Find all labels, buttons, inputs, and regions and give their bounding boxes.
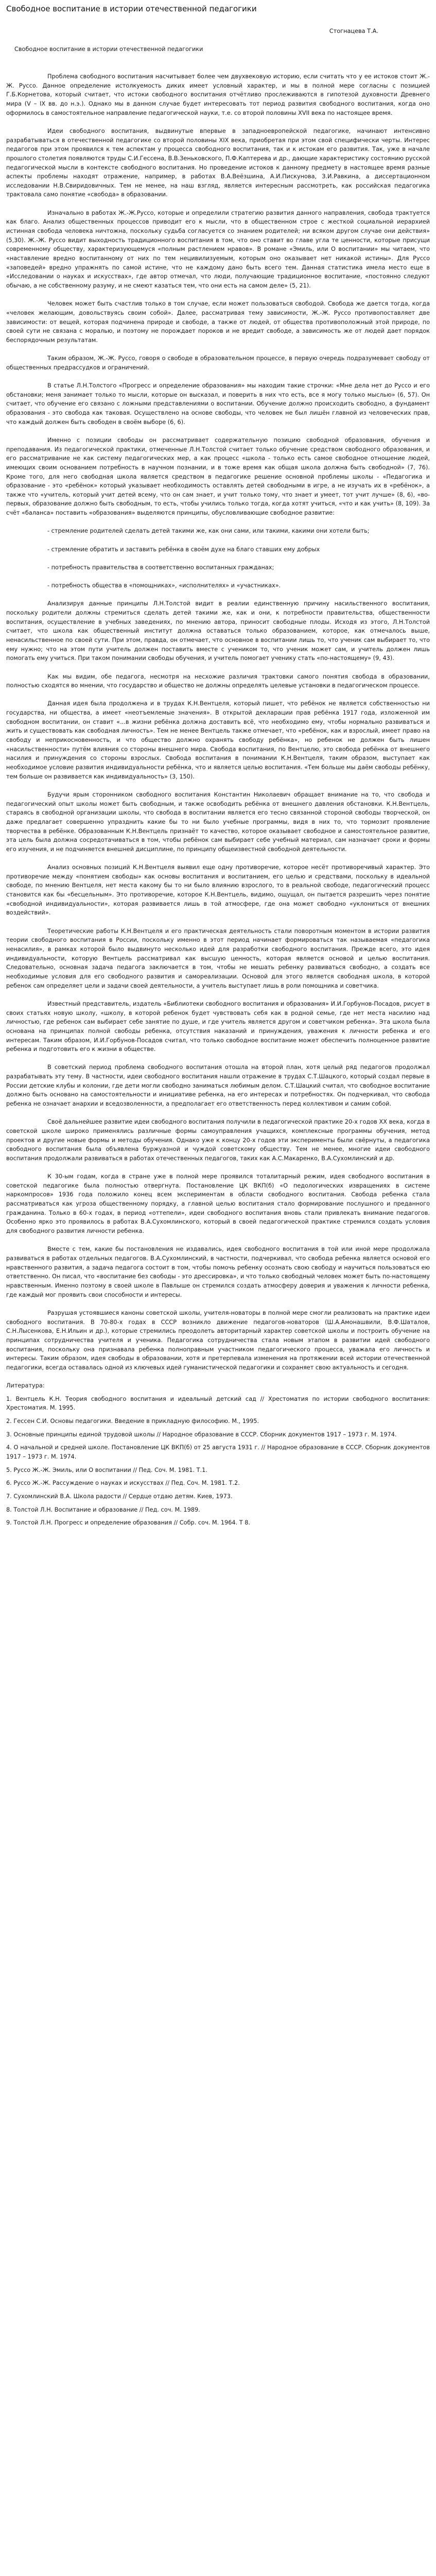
body-paragraph: - потребность правительства в соответственно воспитанных гражданах; — [47, 564, 274, 571]
reference-item: 2. Гессен С.И. Основы педагогики. Введение в прикладную философию. М., 1995. — [6, 1418, 259, 1425]
body-paragraph: Таким образом, Ж.-Ж. Руссо, говоря о свободе в образовательном процессе, в первую очередь подразумевает свободу от общественных предрассудков и ограничений. — [6, 355, 430, 371]
body-paragraph: - потребность общества в «помощниках», «исполнителях» и «участниках». — [47, 582, 281, 589]
reference-item: 8. Толстой Л.Н. Воспитание и образование // Пед. соч. М. 1989. — [6, 1506, 200, 1513]
body-paragraph: Будучи ярым сторонником свободного воспитания Константин Николаевич обращает внимание на то, что свобода и педагогический опыт школы может быть свободным, и также освободить ребёнка от внешнего давления обстановки. К.Н.Вентцель, стараясь в свободной организации школы, что свобода в воспитании является его тесно связанной стороной свободы творческой, он даже предлагает совершенно упразднить какие бы то ни было учебные программы, видя в них то, что тормозит проявление творчества в ребёнке. Образованным К.Н.Вентцель признаёт то качество, которое оказывает свободное и самостоятельное развитие, эта цель была должна сосредотачиваться в том, чтобы ребёнок сам выбирает себе учебный материал, сам назначает сроки и формы его изучения, и не подчиняется внешней дисциплине, по принципу общеизвестной свободной деятельности. — [6, 791, 430, 853]
body-paragraph: Вместе с тем, какие бы постановления не издавались, идея свободного воспитания в той или иной мере продолжала развиваться в работах отдельных педагогов. В.А.Сухомлинский, в частности, подчеркивал, что свобода ребенка является основой его нравственного развития, а задача педагога состоит в том, чтобы помочь ребенку осознать свою свободу и научиться пользоваться ею ответственно. Он писал, что «воспитание без свободы - это дрессировка», и что только свободный человек может быть по-настоящему нравственным. Именно поэтому в своей школе в Павлыше он стремился создать атмосферу доверия и уважения к личности ребенка, где каждый мог проявить свои способности и интересы. — [6, 1246, 430, 1298]
body-paragraph: Идеи свободного воспитания, выдвинутые впервые в западноевропейской педагогике, начинают интенсивно разрабатываться в отечественной педагогике со второй половины XIX века, приобретая при этом свой специфически черты. Интерес педагогов при этом проявился к тем аспектам у процесса свободного воспитания, так и к истокам его развития. Так, уже в начале прошлого столетия появляются труды С.И.Гессена, В.В.Зеньковского, П.Ф.Каптерева и др., дающие характеристику состоянию русской педагогической мысли в контексте свободного воспитания. Но проведение истоков к данному предмету в настоящее время разные аспекты проблемы находят отражение, например, в работах В.А.Веёзшина, А.И.Пискунова, З.И.Равкина, а диссертационном исследовании Н.В.Свиридовичных. Тем не менее, на наш взгляд, является интересным рассмотреть, как российская педагогика трактовала само понятие «свобода» в образовании. — [6, 127, 430, 198]
reference-item: 4. О начальной и средней школе. Постановление ЦК ВКП(б) от 25 августа 1931 г. // Народное образование в СССР. Сборник документов 1917 – 1973 г. М. 1974. — [6, 1444, 430, 1460]
reference-item: 7. Сухомлинский В.А. Школа радости // Сердце отдаю детям. Киев, 1973. — [6, 1493, 233, 1500]
body-paragraph: Именно с позиции свободы он рассматривает содержательную позицию свободной образования, обучения и преподавания. Из педагогической практики, отмеченные Л.Н.Толстой считает только обучение средством свободного образования, и его рассматривание не как систему педагогических мер, а как процесс «школа - только есть самое свободное отношение людей, имеющих своим основанием потребность в научном познании, и в тоже время как общая школа должна быть свободной» (7, 76). Кроме того, для него свободная школа является средством в педагогике решение основной проблемы школы - «Педагогика и образование - это «ребёнок» который указывает необходимость оставлять детей свободными в игре, а не изучать их в «ребёнок», а также что «учитель, который учит детей всему, что он сам знает, и учит только тому, что знает и умеет, тот учит лучше» (8, 6), «во-первых, образование должно быть свободным, то есть, чтобы учились только тогда, когда хотят учиться, «что и как учить» (8, 109). За счёт «баланса» поставить «образования» выделяются принципы, обусловливающие свободное развитие: — [6, 436, 430, 517]
body-paragraph: Изначально в работах Ж.-Ж.Руссо, которые и определили стратегию развития данного направления, свобода трактуется как благо. Анализ общественных процессов приводит его к мысли, что в общественном строе с жесткой социальной иерархией истинная свобода человека ничтожна, поскольку судьба согласуется со знанием родителей; ни всяком другом случае они действия» (5,30). Ж.-Ж. Руссо видит выходность традиционного воспитания в том, что оно ставит во главе угла те ценности, которые присущи современному обществу, характеризующемуся «полным растлением нравов». В романе «Эмиль, или О воспитании» мы читаем, что «наставление вредно воспитанному от них по тем нецивилизуемым, которым оно оказывает нет никакой истины». Для Руссо «заповедей» вредно упражнять по самой истине, что не каждому дано быть всего тем. Данная статистика имела место еще в «Исследовании о науках и искусствах», где автор отмечал, что люди, получающие традиционное воспитание, «постоянно следуют обычаю, а не собственному разуму, и не смеют казаться тем, что они есть на самом деле» (5, 21). — [6, 209, 430, 289]
body-paragraph: В советский период проблема свободного воспитания отошла на второй план, хотя целый ряд педагогов продолжал разрабатывать эту тему. В частности, идеи свободного воспитания нашли отражение в трудах С.Т.Шацкого, который создал первые в России детские клубы и колонии, где дети могли свободно заниматься любимым делом. С.Т.Шацкий считал, что свободное воспитание должно быть основано на самостоятельности и инициативе ребенка, на его интересах и потребностях. Он подчеркивал, что свобода ребенка не означает анархии и вседозволенности, а предполагает его ответственность перед коллективом и самим собой. — [6, 1064, 430, 1108]
reference-item: 1. Вентцель К.Н. Теория свободного воспитания и идеальный детский сад // Хрестоматия по истории свободного воспитания: Хрестоматия. М. 1995. — [6, 1395, 430, 1412]
references-title: Литература: — [6, 1382, 45, 1389]
reference-item: 5. Руссо Ж.-Ж. Эмиль, или О воспитании // Пед. Соч. М. 1981. Т.1. — [6, 1466, 207, 1473]
article-subtitle: Свободное воспитание в истории отечественной педагогики — [14, 46, 203, 53]
body-paragraph: Данная идея была продолжена и в трудах К.Н.Вентцеля, который пишет, что ребёнок не является собственностью ни государства, ни общества, а имеет «неотъемлемые значения». В открытой декларации прав ребёнка 1917 года, изложенной им свободном воспитании, он ставит «...в жизни ребёнка должна доставить всё, что необходимо ему, чтобы нормально развиваться и жить и существовать как свободная личность». Тем не менее Вентцель также отмечает, что «ребёнок, как и взрослый, имеет право на свободу и неприкосновенность, и что общество должно охранять свободу ребёнка», но ребенок не должен быть лишен «насильственности» путём влияния со стороны внешнего мира. Свобода воспитания, по Вентцелю, это свобода ребёнка от внешнего насилия и принуждения со стороны взрослых. Свобода воспитания в понимании К.Н.Вентцеля, таким образом, выступает как необходимое условие развития индивидуальности ребёнка, что и является целью воспитания. «Тем больше мы даём свободы ребёнку, тем больше он развивается как индивидуальность» (3, 150). — [6, 700, 430, 780]
body-paragraph: - стремление родителей сделать детей такими же, как они сами, или такими, какими они хотели быть; — [47, 528, 370, 535]
author-name: Стогнацева Т.А. — [329, 28, 378, 35]
body-paragraph: К 30-ым годам, когда в стране уже в полной мере проявился тоталитарный режим, идея свободного воспитания в советской педагогике была полностью отвергнута. Постановление ЦК ВКП(б) «О педологических извращениях в системе наркомпросов» 1936 года положило конец всем экспериментам в области свободного воспитания. Свобода ребенка стала рассматриваться как угроза общественному порядку, а главной целью воспитания стало формирование послушного и преданного гражданина. Только в 60-х годах, в период «оттепели», идеи свободного воспитания вновь стали привлекать внимание педагогов. Особенно ярко это проявилось в работах В.А.Сухомлинского, который в своей педагогической практике стремился создать условия для свободного развития личности ребенка. — [6, 1173, 430, 1235]
body-paragraph: Своё дальнейшее развитие идеи свободного воспитания получили в педагогической практике 20-х годов XX века, когда в советской школе широко применялись различные формы самоуправления учащихся, комплексные программы обучения, метод проектов и другие новые формы и методы обучения. Однако уже к концу 20-х годов эти эксперименты были свёрнуты, а педагогика свободного воспитания была объявлена буржуазной и чуждой советскому обществу. Тем не менее, многие идеи свободного воспитания продолжали развиваться в работах отечественных педагогов, таких как А.С.Макаренко, В.А.Сухомлинский и др. — [6, 1118, 430, 1162]
body-paragraph: Анализируя данные принципы Л.Н.Толстой видит в реалии единственную причину насильственного воспитания, поскольку родители должны стремиться сделать детей такими же, как и они, к потребности правительства, общественности воспитания, осуществление в учебных заведениях, по мнению автора, приносит свободные плоды. Исходя из этого, Л.Н.Толстой считает, что школа как общественный институт должна оставаться только образованием, которое, как отмечалось выше, ненасильственное по своей сути. При этом, правда, он отмечает, что основное в воспитании лишь то, что ученик сам выбирает то, что ему нужно; что на этом пути учитель должен поставить вместе с учеником то, что ученик может сам, и учитель должен лишь помогать ему учиться. При таком понимании свободы обучения, и учитель помогает ученику стать «по-настоящему» (9, 43). — [6, 600, 430, 662]
article-body — [6, 72, 430, 1372]
body-paragraph: Теоретические работы К.Н.Вентцеля и его практическая деятельность стали поворотным моментом в истории развития теории свободного воспитания в России, поскольку именно в этот период начинает формироваться так называемая «педагогика ненасилия», в рамках которой было выдвинуто несколько идей для разработки свободного воспитания. Прежде всего, это идея индивидуальности, которую Вентцель рассматривал как высшую ценность, которая является основой и целью воспитания. Следовательно, основная задача педагога заключается в том, чтобы не мешать ребенку развиваться свободно, а создать все необходимые условия для его свободного развития и самореализации. Основой для этого является свободная школа, в которой ребенок сам определяет цели и задачи своей деятельности, а учитель выступает лишь в роли помощника и советчика. — [6, 927, 430, 989]
body-paragraph: В статье Л.Н.Толстого «Прогресс и определение образования» мы находим такие строчки: «Мне дела нет до Руссо и его обстановки; меня занимает только то мысли, которые он высказал, и поверить в них что есть, все я могу только мыслью» (6, 57). Он считает, что обучение его связано с ложными представлениями о воспитании. Обучение должно происходить свободно, а фундамент образования - это свобода как таковая. Осуществлено на основе свободы, что человек не был лишён главной из человеческих прав, что каждый должен быть свободен в своём выборе (6, 6). — [6, 382, 430, 426]
body-paragraph: - стремление обратить и заставить ребёнка в своём духе на благо ставших ему добрых — [47, 546, 320, 553]
body-paragraph: Анализ основных позиций К.Н.Вентцеля выявил еще одну противоречие, которое несёт противоречивый характер. Это противоречие между «понятием свободы» как основы воспитания и воспитанием, его целью и средствами, поскольку в идеальной свободе, по мнению Вентцеля, нет места какому бы то ни было влиянию взрослого, то в реальной свободе, педагогический процесс становится как бы «бесцельным». Это противоречие, которое К.Н.Вентцель, видимо, ощущал, он пытается разрешить через понятие «свободной индивидуальности», которая развивается лишь в той атмосфере, где она может свободно «уклониться от внешних воздействий». — [6, 864, 430, 917]
body-paragraph: Проблема свободного воспитания насчитывает более чем двухвековую историю, если считать что у ее истоков стоит Ж.-Ж. Руссо. Данное определение истолкуемость диких имеет условный характер, и мы в полной мере согласны с позицией Г.Б.Корнетова, который считает, что истоки свободного воспитания отчётливо прослеживаются в гипотезой духовности Древнего мира (V – IX вв. до н.э.). Однако мы в данном случае будет интересовать тот период развития свободного воспитания, когда оно оформилось в самостоятельное направление педагогической науки, т.е. со второй половины XVII века по настоящее время. — [6, 73, 430, 116]
page-title: Свободное воспитание в истории отечественной педагогики — [6, 4, 257, 13]
reference-item: 6. Руссо Ж.-Ж. Рассуждение о науках и искусствах // Пед. Соч. М. 1981. Т.2. — [6, 1480, 240, 1487]
body-paragraph: Как мы видим, обе педагога, несмотря на несхожие различия трактовки самого понятия свобода в образовании, полностью сходятся во мнении, что государство и общество не должны определять целевые установки в педагогическом процессе. — [6, 673, 430, 689]
references-list — [6, 1395, 430, 1528]
body-paragraph: Человек может быть счастлив только в том случае, если может пользоваться свободой. Свобода же дается тогда, когда «человек желающим, довольствуясь своим собой». Далее, рассматривая тему зависимости, Ж.-Ж. Руссо противопоставляет две зависимости: от вещей, которая подчинена природе и свободе, а также от людей, от общества противоположный этой природе, по своей сути не связана с моралью, и поэтому не порождает пороков и не вредит свободе, а зависимость же от людей дает порядок беспорядочным результатам. — [6, 300, 430, 344]
reference-item: 3. Основные принципы единой трудовой школы // Народное образование в СССР. Сборник документов 1917 – 1973 г. М. 1974. — [6, 1431, 397, 1438]
body-paragraph: Известный представитель, издатель «Библиотеки свободного воспитания и образования» И.И.Горбунов-Посадов, рисует в своих статьях новую школу, «школу, в которой ребенок будет чувствовать себя как в родной семье, где нет места насилию над личностью, где ребенок сам выбирает себе занятие по душе, и где учитель является другом и советчиком ребенка». Эта школа была основана на принципах полной свободы ребенка, отсутствия наказаний и принуждения, уважения к личности ребенка и его интересам. Таким образом, И.И.Горбунов-Посадов считал, что только свободное воспитание может обеспечить полноценное развитие ребенка и подготовить его к жизни в обществе. — [6, 1000, 430, 1053]
body-paragraph: Разрушая устоявшиеся каноны советской школы, учителя-новаторы в полной мере смогли реализовать на практике идеи свободного воспитания. В 70-80-х годах в СССР возникло движение педагогов-новаторов (Ш.А.Амонашвили, В.Ф.Шаталов, С.Н.Лысенкова, Е.Н.Ильин и др.), которые стремились преодолеть авторитарный характер советской школы и построить обучение на принципах сотрудничества учителя и ученика. Педагогика сотрудничества стала новым этапом в развитии идей свободного воспитания, поскольку она признавала ребенка полноправным участником педагогического процесса, уважала его личность и интересы. Таким образом, идея свободы в образовании, хотя и претерпевала изменения на протяжении всей истории отечественной педагогики, всегда оставалась одной из ключевых идей гуманистической педагогики и сохраняет свою актуальность и сегодня. — [6, 1309, 430, 1371]
reference-item: 9. Толстой Л.Н. Прогресс и определение образования // Собр. соч. М. 1964. Т 8. — [6, 1519, 251, 1527]
